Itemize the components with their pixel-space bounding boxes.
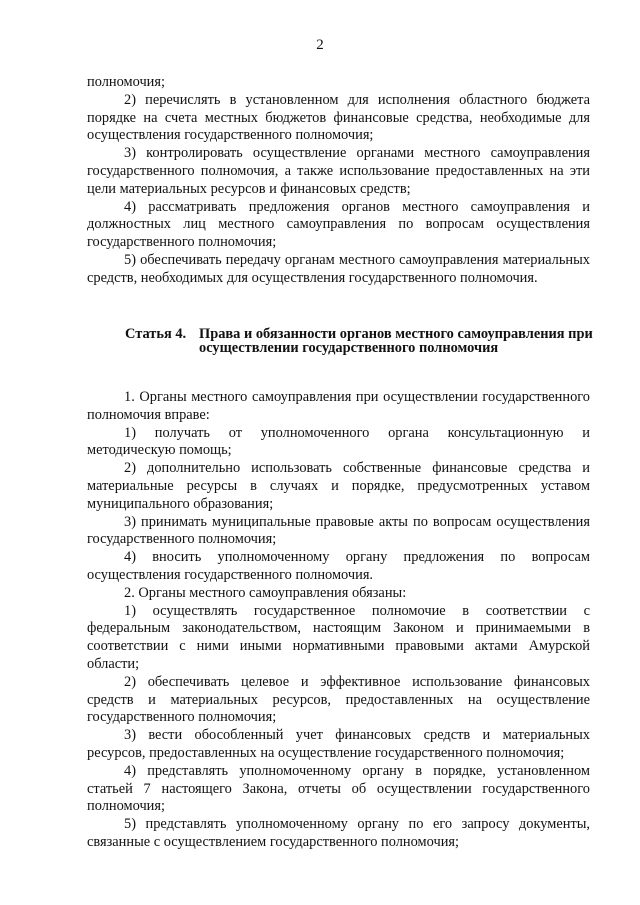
paragraph: 5) представлять уполномоченному органу по его запросу документы, связанные с осуществлением государственного полномочия; bbox=[87, 816, 590, 850]
paragraph: 1. Органы местного самоуправления при осуществлении государственного полномочия вправе: bbox=[87, 389, 590, 423]
article-title: Права и обязанности органов местного самоуправления при осуществлении государственного полномочия bbox=[199, 326, 593, 356]
paragraph: 4) рассматривать предложения органов местного самоуправления и должностных лиц местного самоуправления по вопросам осуществления государственного полномочия; bbox=[87, 198, 590, 251]
paragraph: 4) представлять уполномоченному органу в порядке, установленном статьей 7 настоящего Закона, отчеты об осуществлении государственного полномочия; bbox=[87, 762, 590, 815]
paragraph: 2) перечислять в установленном для исполнения областного бюджета порядке на счета местных бюджетов финансовые средства, необходимые для осуществления государственного полномочия; bbox=[87, 91, 590, 144]
paragraph: 4) вносить уполномоченному органу предложения по вопросам осуществления государственного полномочия. bbox=[87, 549, 590, 583]
paragraph: полномочия; bbox=[87, 74, 165, 90]
paragraph: 2. Органы местного самоуправления обязаны: bbox=[124, 584, 407, 601]
paragraph: 3) принимать муниципальные правовые акты по вопросам осуществления государственного полномочия; bbox=[87, 513, 590, 548]
paragraph: 5) обеспечивать передачу органам местного самоуправления материальных средств, необходимых для осуществления государственного полномочия. bbox=[87, 251, 590, 286]
paragraph: 3) вести обособленный учет финансовых средств и материальных ресурсов, предоставленных на осуществление государственного полномочия; bbox=[87, 727, 590, 761]
continuation-block bbox=[87, 74, 590, 288]
page-number: 2 bbox=[316, 37, 324, 53]
paragraph: 2) дополнительно использовать собственные финансовые средства и материальные ресурсы в случаях и порядке, предусмотренных уставом муниципального образования; bbox=[87, 460, 590, 512]
paragraph: 2) обеспечивать целевое и эффективное использование финансовых средств и материальных ресурсов, предоставленных на осуществление государственного полномочия; bbox=[87, 673, 590, 726]
paragraph: 3) контролировать осуществление органами местного самоуправления государственного полномочия, а также использование предоставленных на эти цели материальных ресурсов и финансовых средств; bbox=[87, 145, 590, 197]
paragraph: 1) осуществлять государственное полномочие в соответствии с федеральным законодательством, настоящим Законом и принимаемыми в соответствии с ними иными нормативными правовыми актами Амурской области; bbox=[87, 602, 590, 672]
paragraph: 1) получать от уполномоченного органа консультационную и методическую помощь; bbox=[87, 424, 590, 459]
article-body bbox=[87, 389, 590, 852]
article-label: Статья 4. bbox=[125, 326, 187, 342]
